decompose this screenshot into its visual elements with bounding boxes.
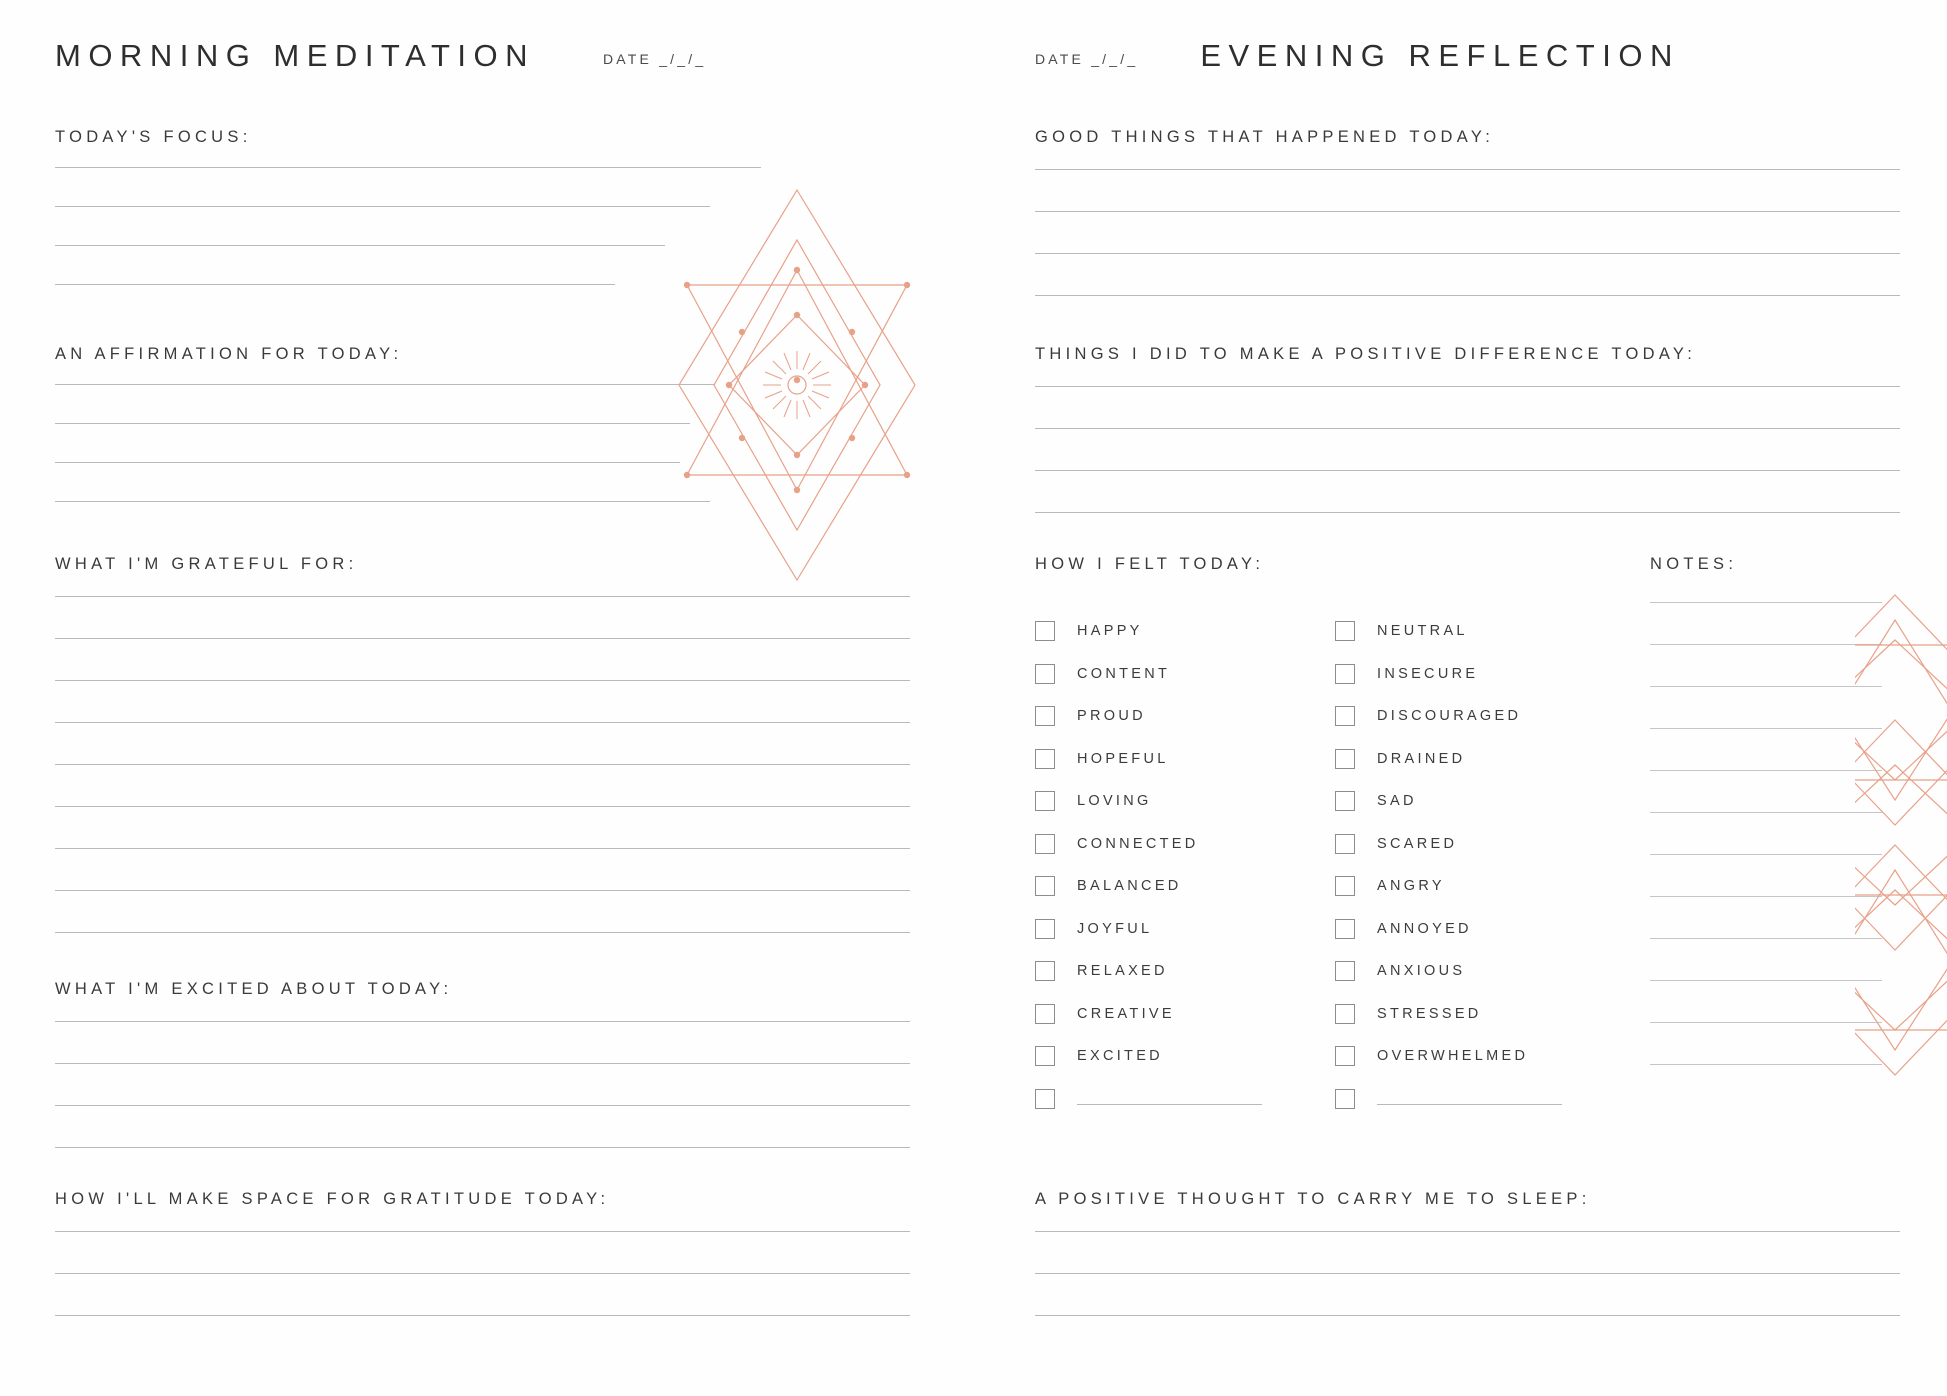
write-lines[interactable] xyxy=(55,1021,915,1148)
morning-header xyxy=(55,38,915,86)
check-item[interactable] xyxy=(1035,823,1335,866)
check-label: HOPEFUL xyxy=(1077,750,1169,767)
check-label: CONNECTED xyxy=(1077,835,1199,852)
check-label: OVERWHELMED xyxy=(1377,1048,1529,1065)
check-item[interactable] xyxy=(1335,738,1635,781)
checkbox[interactable] xyxy=(1335,706,1355,726)
check-item[interactable] xyxy=(1035,993,1335,1036)
section-positive-thought xyxy=(1035,1190,1905,1316)
checkbox[interactable] xyxy=(1335,1046,1355,1066)
checkbox[interactable] xyxy=(1035,919,1055,939)
section-space-for-gratitude xyxy=(55,1190,915,1316)
feelings-checklist xyxy=(1035,610,1655,1120)
checkbox[interactable] xyxy=(1335,621,1355,641)
check-item[interactable] xyxy=(1335,908,1635,951)
check-label: LOVING xyxy=(1077,793,1152,810)
check-item[interactable] xyxy=(1335,950,1635,993)
check-item[interactable] xyxy=(1335,653,1635,696)
check-item[interactable] xyxy=(1035,653,1335,696)
check-label: NEUTRAL xyxy=(1377,623,1468,640)
checkbox[interactable] xyxy=(1335,791,1355,811)
checkbox[interactable] xyxy=(1335,876,1355,896)
check-item[interactable] xyxy=(1035,1035,1335,1078)
morning-title: MORNING MEDITATION xyxy=(55,38,535,73)
checkbox[interactable] xyxy=(1035,749,1055,769)
checkbox[interactable] xyxy=(1335,919,1355,939)
check-label: HAPPY xyxy=(1077,623,1143,640)
section-affirmation xyxy=(55,345,775,502)
checkbox[interactable] xyxy=(1335,1004,1355,1024)
check-label: RELAXED xyxy=(1077,963,1168,980)
check-item[interactable] xyxy=(1035,695,1335,738)
checkbox[interactable] xyxy=(1035,706,1055,726)
write-lines[interactable] xyxy=(1035,386,1905,513)
morning-meditation-column xyxy=(55,0,915,1208)
blank-write-line[interactable] xyxy=(1077,1104,1262,1105)
section-label: AN AFFIRMATION FOR TODAY: xyxy=(55,345,403,363)
checkbox[interactable] xyxy=(1335,961,1355,981)
section-how-i-felt xyxy=(1035,555,1655,1120)
check-item[interactable] xyxy=(1035,908,1335,951)
check-item[interactable] xyxy=(1035,738,1335,781)
feelings-column-two xyxy=(1335,610,1635,1120)
check-item-blank[interactable] xyxy=(1335,1078,1635,1121)
check-label: EXCITED xyxy=(1077,1048,1163,1065)
write-lines[interactable] xyxy=(1035,1231,1905,1316)
check-label: CONTENT xyxy=(1077,665,1171,682)
checkbox[interactable] xyxy=(1035,1046,1055,1066)
check-item[interactable] xyxy=(1035,610,1335,653)
evening-title: EVENING REFLECTION xyxy=(1200,38,1680,73)
section-excited-about xyxy=(55,980,915,1148)
check-item[interactable] xyxy=(1035,950,1335,993)
checkbox[interactable] xyxy=(1035,1004,1055,1024)
check-label: DISCOURAGED xyxy=(1377,708,1522,725)
evening-header xyxy=(1035,38,1905,86)
section-notes xyxy=(1650,555,1910,1065)
checkbox[interactable] xyxy=(1335,749,1355,769)
check-item[interactable] xyxy=(1335,780,1635,823)
evening-date-field[interactable]: DATE _/_/_ xyxy=(1035,51,1139,67)
check-label: SCARED xyxy=(1377,835,1458,852)
section-label: THINGS I DID TO MAKE A POSITIVE DIFFERENCE TODAY: xyxy=(1035,345,1697,363)
section-todays-focus xyxy=(55,128,775,285)
write-lines[interactable] xyxy=(1650,602,1910,1065)
blank-write-line[interactable] xyxy=(1377,1104,1562,1105)
section-label: GOOD THINGS THAT HAPPENED TODAY: xyxy=(1035,128,1495,146)
check-item-blank[interactable] xyxy=(1035,1078,1335,1121)
checkbox[interactable] xyxy=(1035,876,1055,896)
write-lines[interactable] xyxy=(1035,169,1905,296)
section-label: HOW I'LL MAKE SPACE FOR GRATITUDE TODAY: xyxy=(55,1190,610,1208)
write-lines[interactable] xyxy=(55,167,775,285)
write-lines[interactable] xyxy=(55,596,915,933)
check-label: JOYFUL xyxy=(1077,920,1153,937)
section-label: WHAT I'M GRATEFUL FOR: xyxy=(55,555,358,573)
write-lines[interactable] xyxy=(55,384,775,502)
checkbox[interactable] xyxy=(1035,834,1055,854)
section-grateful-for xyxy=(55,555,915,933)
section-label: TODAY'S FOCUS: xyxy=(55,128,252,146)
check-label: ANNOYED xyxy=(1377,920,1472,937)
check-item[interactable] xyxy=(1335,610,1635,653)
checkbox[interactable] xyxy=(1035,1089,1055,1109)
check-item[interactable] xyxy=(1335,865,1635,908)
checkbox[interactable] xyxy=(1035,961,1055,981)
check-label: STRESSED xyxy=(1377,1005,1482,1022)
section-label: A POSITIVE THOUGHT TO CARRY ME TO SLEEP: xyxy=(1035,1190,1591,1208)
feelings-column-one xyxy=(1035,610,1335,1120)
check-item[interactable] xyxy=(1035,865,1335,908)
check-item[interactable] xyxy=(1335,823,1635,866)
write-lines[interactable] xyxy=(55,1231,915,1316)
section-label: WHAT I'M EXCITED ABOUT TODAY: xyxy=(55,980,453,998)
check-label: SAD xyxy=(1377,793,1417,810)
section-label: HOW I FELT TODAY: xyxy=(1035,555,1265,573)
evening-reflection-column xyxy=(1035,0,1905,1208)
check-label: CREATIVE xyxy=(1077,1005,1175,1022)
check-item[interactable] xyxy=(1335,1035,1635,1078)
morning-date-field[interactable]: DATE _/_/_ xyxy=(603,51,707,67)
section-positive-difference xyxy=(1035,345,1905,513)
check-label: ANGRY xyxy=(1377,878,1445,895)
section-good-things xyxy=(1035,128,1905,296)
check-label: ANXIOUS xyxy=(1377,963,1466,980)
checkbox[interactable] xyxy=(1035,621,1055,641)
check-label: PROUD xyxy=(1077,708,1146,725)
checkbox[interactable] xyxy=(1335,664,1355,684)
check-label: BALANCED xyxy=(1077,878,1182,895)
check-label: INSECURE xyxy=(1377,665,1479,682)
checkbox[interactable] xyxy=(1335,1089,1355,1109)
check-item[interactable] xyxy=(1335,993,1635,1036)
checkbox[interactable] xyxy=(1335,834,1355,854)
checkbox[interactable] xyxy=(1035,664,1055,684)
check-item[interactable] xyxy=(1335,695,1635,738)
check-label: DRAINED xyxy=(1377,750,1466,767)
section-label: NOTES: xyxy=(1650,555,1738,573)
check-item[interactable] xyxy=(1035,780,1335,823)
checkbox[interactable] xyxy=(1035,791,1055,811)
